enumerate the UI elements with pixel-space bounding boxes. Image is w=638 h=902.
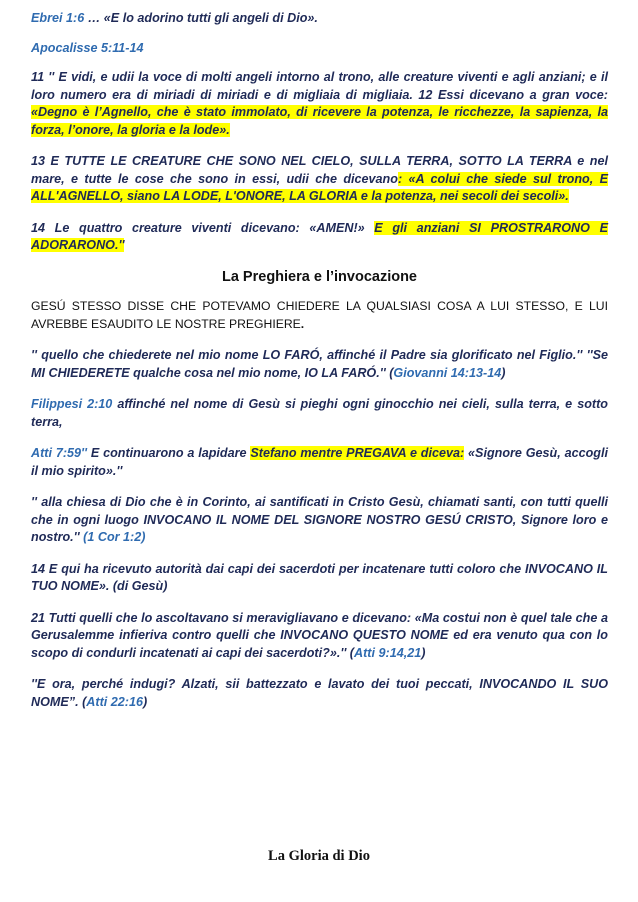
ebrei-verse: [31, 10, 608, 28]
atti-914-verse-a: 14 E qui ha ricevuto autorità dai capi dei sacerdoti per incatenare tutti coloro che INVOCANO IL TUO NOME». (di Gesù): [31, 561, 608, 593]
atti-914-reference: Atti 9:14,21: [354, 645, 422, 660]
giovanni-reference: Giovanni 14:13-14: [393, 365, 502, 380]
atti-914-verse-b: [31, 610, 608, 663]
giovanni-close: ): [501, 365, 506, 380]
apocalisse-verse-14: [31, 220, 608, 255]
ebrei-text: … «E lo adorino tutti gli angeli di Dio».: [84, 11, 318, 25]
section-title: La Preghiera e l’invocazione: [221, 268, 417, 285]
giovanni-verse: [31, 347, 608, 382]
intro-paragraph: [31, 298, 608, 333]
atti-914-text: 21 Tutti quelli che lo ascoltavano si meravigliavano e dicevano: «Ma costui non è quel tale che a Gerusalemme infieriva contro quelli che INVOCANO QUESTO NOME ed era venuto qua con lo scopo di condurli incatenati ai capi dei sacerdoti?».'' (: [31, 610, 608, 660]
corinzi-verse: [31, 494, 608, 547]
corinzi-text: '' alla chiesa di Dio che è in Corinto, ai santificati in Cristo Gesù, chiamati santi, con tutti quelli che in ogni luogo INVOCANO IL NOME DEL SIGNORE NOSTRO GESÚ CRISTO, Signore loro e nostro.'': [31, 495, 608, 544]
filippesi-text: affinché nel nome di Gesù si pieghi ogni ginocchio nei cieli, sulla terra, e sotto terra,: [31, 397, 608, 429]
apocalisse-verse-13: [31, 153, 608, 206]
footer-section-title: La Gloria di Dio: [268, 848, 370, 864]
apocalisse-14-highlight: E gli anziani SI PROSTRARONO E ADORARONO.'': [31, 220, 608, 252]
apocalisse-verse-11: [31, 69, 608, 139]
giovanni-text: '' quello che chiederete nel mio nome LO FARÓ, affinché il Padre sia glorificato nel Figlio.'' ''Se MI CHIEDERETE qualche cosa nel mio nome, IO LA FARÓ.'' (: [31, 348, 608, 380]
apocalisse-14-text: 14 Le quattro creature viventi dicevano: «AMEN!»: [31, 220, 375, 235]
apocalisse-13-highlight: : «A colui che siede sul trono, E ALL'AGNELLO, siano LA LODE, L'ONORE, LA GLORIA e la potenza, nei secoli dei secoli».: [31, 171, 608, 203]
filippesi-reference: Filippesi 2:10: [31, 397, 113, 411]
apocalisse-13-text: 13 E TUTTE LE CREATURE CHE SONO NEL CIELO, SULLA TERRA, SOTTO LA TERRA e nel mare, e tutte le cose che sono in essi, udii che dicevano: [31, 154, 608, 186]
atti-759-verse: [31, 445, 608, 480]
intro-text: GESÚ STESSO DISSE CHE POTEVAMO CHIEDERE LA QUALSIASI COSA A LUI STESSO, E LUI AVREBBE ESAUDITO LE NOSTRE PREGHIERE: [31, 299, 608, 331]
atti-759-text2: «Signore Gesù, accogli il mio spirito».'': [31, 446, 608, 478]
atti-2216-reference: Atti 22:16: [86, 694, 143, 709]
ebrei-reference: Ebrei 1:6: [31, 11, 85, 25]
atti-759-text: E continuarono a lapidare: [87, 446, 251, 460]
apocalisse-11-text: 11 '' E vidi, e udii la voce di molti angeli intorno al trono, alle creature viventi e agli anziani; e il loro numero era di miriadi di miriadi e di migliaia di migliaia. 12 Essi dicevano a gran voce:: [31, 70, 608, 102]
filippesi-verse: [31, 396, 608, 431]
corinzi-reference: (1 Cor 1:2): [83, 530, 146, 544]
apocalisse-reference: Apocalisse 5:11-14: [31, 40, 144, 55]
apocalisse-11-highlight: «Degno è l’Agnello, che è stato immolato, di ricevere la potenza, le ricchezze, la sapienza, la forza, l’onore, la gloria e la lode».: [31, 105, 608, 137]
atti-2216-verse: [31, 676, 608, 711]
atti-914-close: ): [421, 645, 426, 660]
atti-2216-text: ''E ora, perché indugi? Alzati, sii battezzato e lavato dei tuoi peccati, INVOCANDO IL SUO NOME”. (: [31, 677, 608, 709]
intro-dot: .: [300, 316, 305, 331]
atti-759-highlight: Stefano mentre PREGAVA e diceva:: [250, 446, 465, 460]
atti-759-reference: Atti 7:59'': [31, 446, 88, 460]
atti-2216-close: ): [142, 694, 148, 709]
